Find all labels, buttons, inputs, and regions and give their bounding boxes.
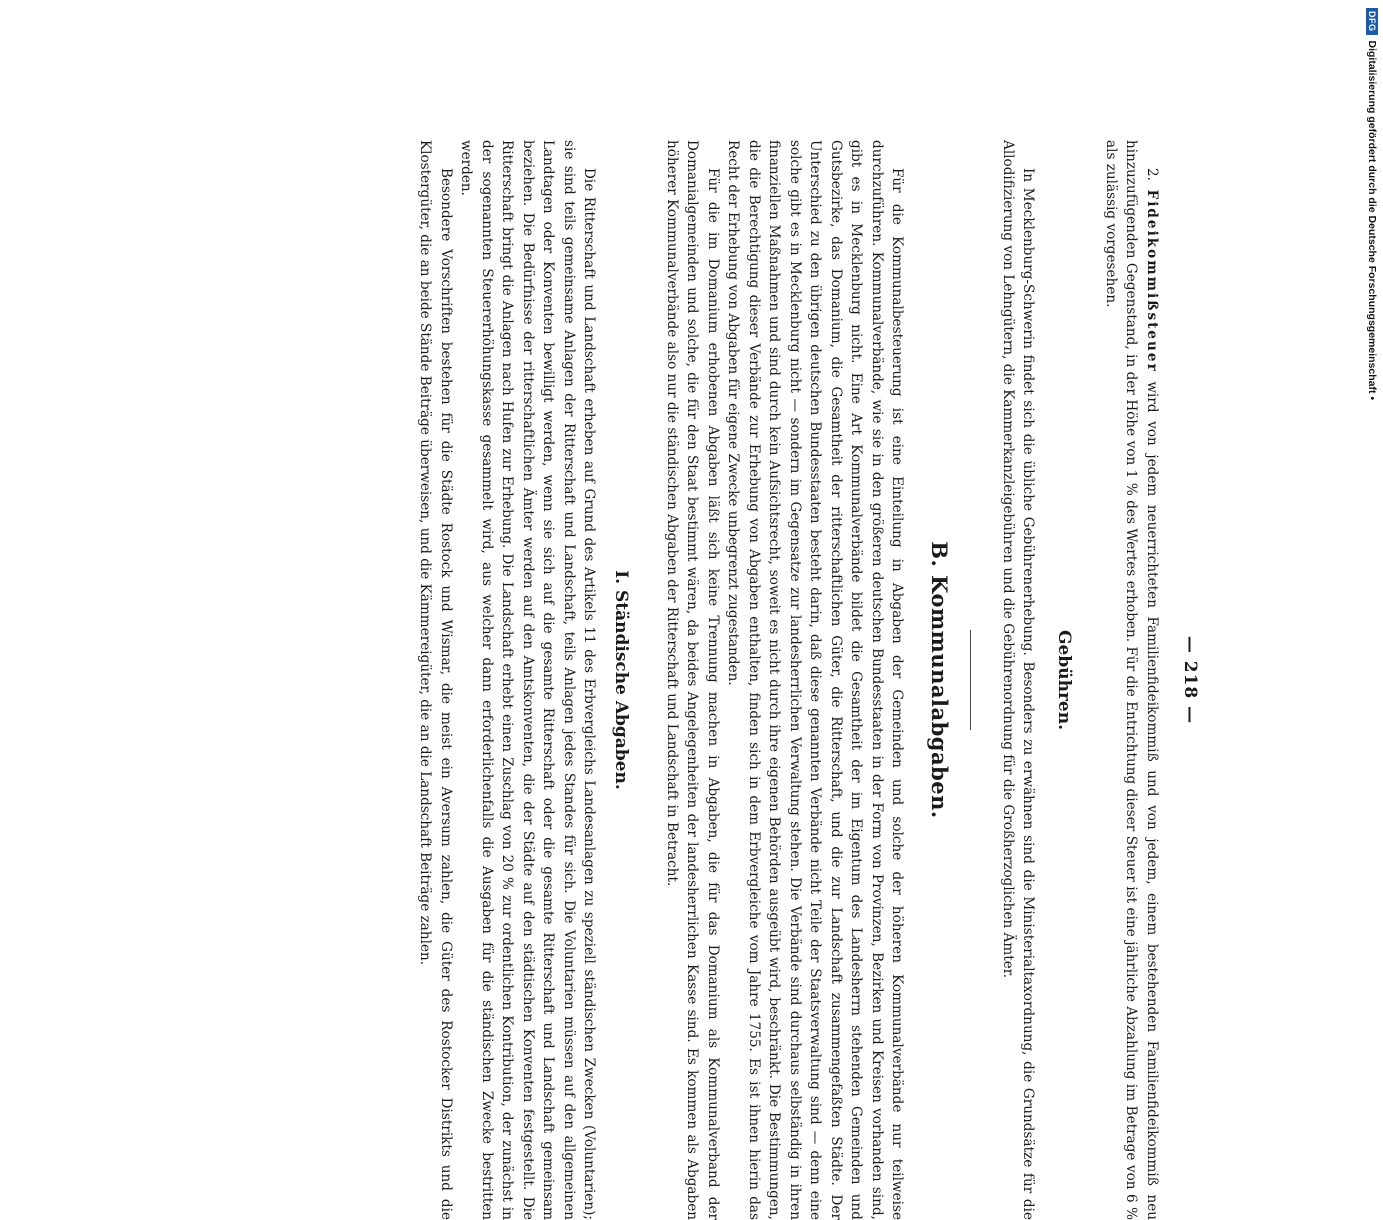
kommunal-paragraph-2: Für die im Domanium erhobenen Abgaben läßt sich keine Trennung machen in Abgaben, die für das Domanium als Kommunalverband der Domanialgemeinden und solche, die für den Staat bestimmt wären, da beides Angelegenheiten der landesherrlichen Kasse sind. Es kommen als Abgaben höherer Kommunalverbände also nur die ständischen Abgaben der Ritterschaft und Landschaft in Betracht. xyxy=(664,140,721,1220)
fideikommiss-paragraph xyxy=(1101,140,1163,1220)
page-content xyxy=(415,140,1200,1220)
section-divider xyxy=(971,630,972,730)
fideikommiss-text: wird von jedem neuerrichteten Familienfideikommiß und von jedem, einem bestehenden Familienfideikommiß neu hinzuzufügenden Gegenstand, in der Höhe von 1 % des Wertes erhoben. Für die Entrichtung dieser Steuer ist eine jährliche Abzahlung im Betrage von 6 % als zulässig vorgesehen. xyxy=(1103,140,1160,1220)
kommunal-paragraph-1: Für die Kommunalbesteuerung ist eine Einteilung in Abgaben der Gemeinden und solche der höheren Kommunalverbände nur teilweise durchzuführen. Kommunalverbände, wie sie in den größeren deutschen Bundesstaaten in der Form von Provinzen, Bezirken und Kreisen vorhanden sind, gibt es in Mecklenburg nicht. Eine Art Kommunalverbände bildet die Gesamtheit der im Eigentum des Landesherrn stehenden Gemeinden und Gutsbezirke, das Domanium, die Gesamtheit der ritterschaftlichen Güter, die Ritterschaft, und die zur Landschaft zusammengefaßten Städte. Der Unterschied zu den übrigen deutschen Bundesstaaten besteht darin, daß diese genannten Verbände nicht Teile der Staatsverwaltung sind — denn eine solche gibt es in Mecklenburg nicht — sondern im Gegensatze zur landesherrlichen Verwaltung stehen. Die Verbände sind durchaus selbständig in ihren finanziellen Maßnahmen und sind durch kein Aufsichtsrecht, soweit es nicht durch ihre eigenen Behörden ausgeübt wird, beschränkt. Die Bestimmungen, die die Berechtigung dieser Verbände zur Erhebung von Abgaben enthalten, finden sich in dem Erbvergleiche vom Jahre 1755. Es ist ihnen hierin das Recht der Erhebung von Abgaben für eigene Zwecke unbegrenzt zugestanden. xyxy=(725,140,906,1220)
kommunal-heading: B. Kommunalabgaben. xyxy=(927,541,953,819)
fideikommiss-term: Fideikommißsteuer xyxy=(1144,189,1160,373)
gebuehren-paragraph: In Mecklenburg-Schwerin findet sich die übliche Gebührenerhebung. Besonders zu erwähnen sind die Ministerialtaxordnung, die Grundsätze für die Allodifizierung von Lehngütern, die Kammerkanzleigebühren und die Gebührenordnung für die Großherzoglichen Ämter. xyxy=(1000,140,1037,1220)
gebuehren-heading: Gebühren. xyxy=(1054,630,1075,730)
fideikommiss-number: 2. xyxy=(1144,168,1160,181)
page-number: — 218 — xyxy=(1180,635,1200,725)
staendische-paragraph-2: Besondere Vorschriften bestehen für die Städte Rostock und Wismar, die meist ein Aversum zahlen, die Güter des Rostocker Distrikts und die Klostergüter, die an beide Stände Beiträge überweisen, und die Kämmereigüter, die an die Landschaft Beiträge zahlen. xyxy=(417,140,454,1220)
dfg-logo: DFG xyxy=(1366,8,1378,35)
staendische-paragraph-1: Die Ritterschaft und Landschaft erheben auf Grund des Artikels 11 des Erbvergleichs Landesanlagen zu speziell ständischen Zwecken (Voluntarien); sie sind teils gemeinsame Anlagen der Ritterschaft und Landschaft, teils Anlagen jedes Standes für sich. Die Voluntarien müssen auf den allgemeinen Landtagen oder Konventen bewilligt werden, wenn sie sich auf die gesamte Ritterschaft oder die gesamte Ritterschaft und Landschaft gemeinsam beziehen. Die Bedürfnisse der ritterschaftlichen Ämter werden auf den Amtskonventen, die der Städte auf den städtischen Konventen festgestellt. Die Ritterschaft bringt die Anlagen nach Hufen zur Erhebung. Die Landschaft erhebt einen Zuschlag von 20 % zur ordentlichen Kontribution, der zunächst in der sogenannten Steuererhöhungskasse gesammelt wird, aus welcher dann erforderlichenfalls die Ausgaben für die ständischen Zwecke bestritten werden. xyxy=(458,140,598,1220)
digitization-attribution xyxy=(1362,8,1382,401)
staendische-heading: I. Ständische Abgaben. xyxy=(611,570,632,790)
rotated-page xyxy=(120,140,1200,1220)
attribution-text: Digitalisierung gefördert durch die Deutsche Forschungsgemeinschaft • xyxy=(1366,40,1378,401)
